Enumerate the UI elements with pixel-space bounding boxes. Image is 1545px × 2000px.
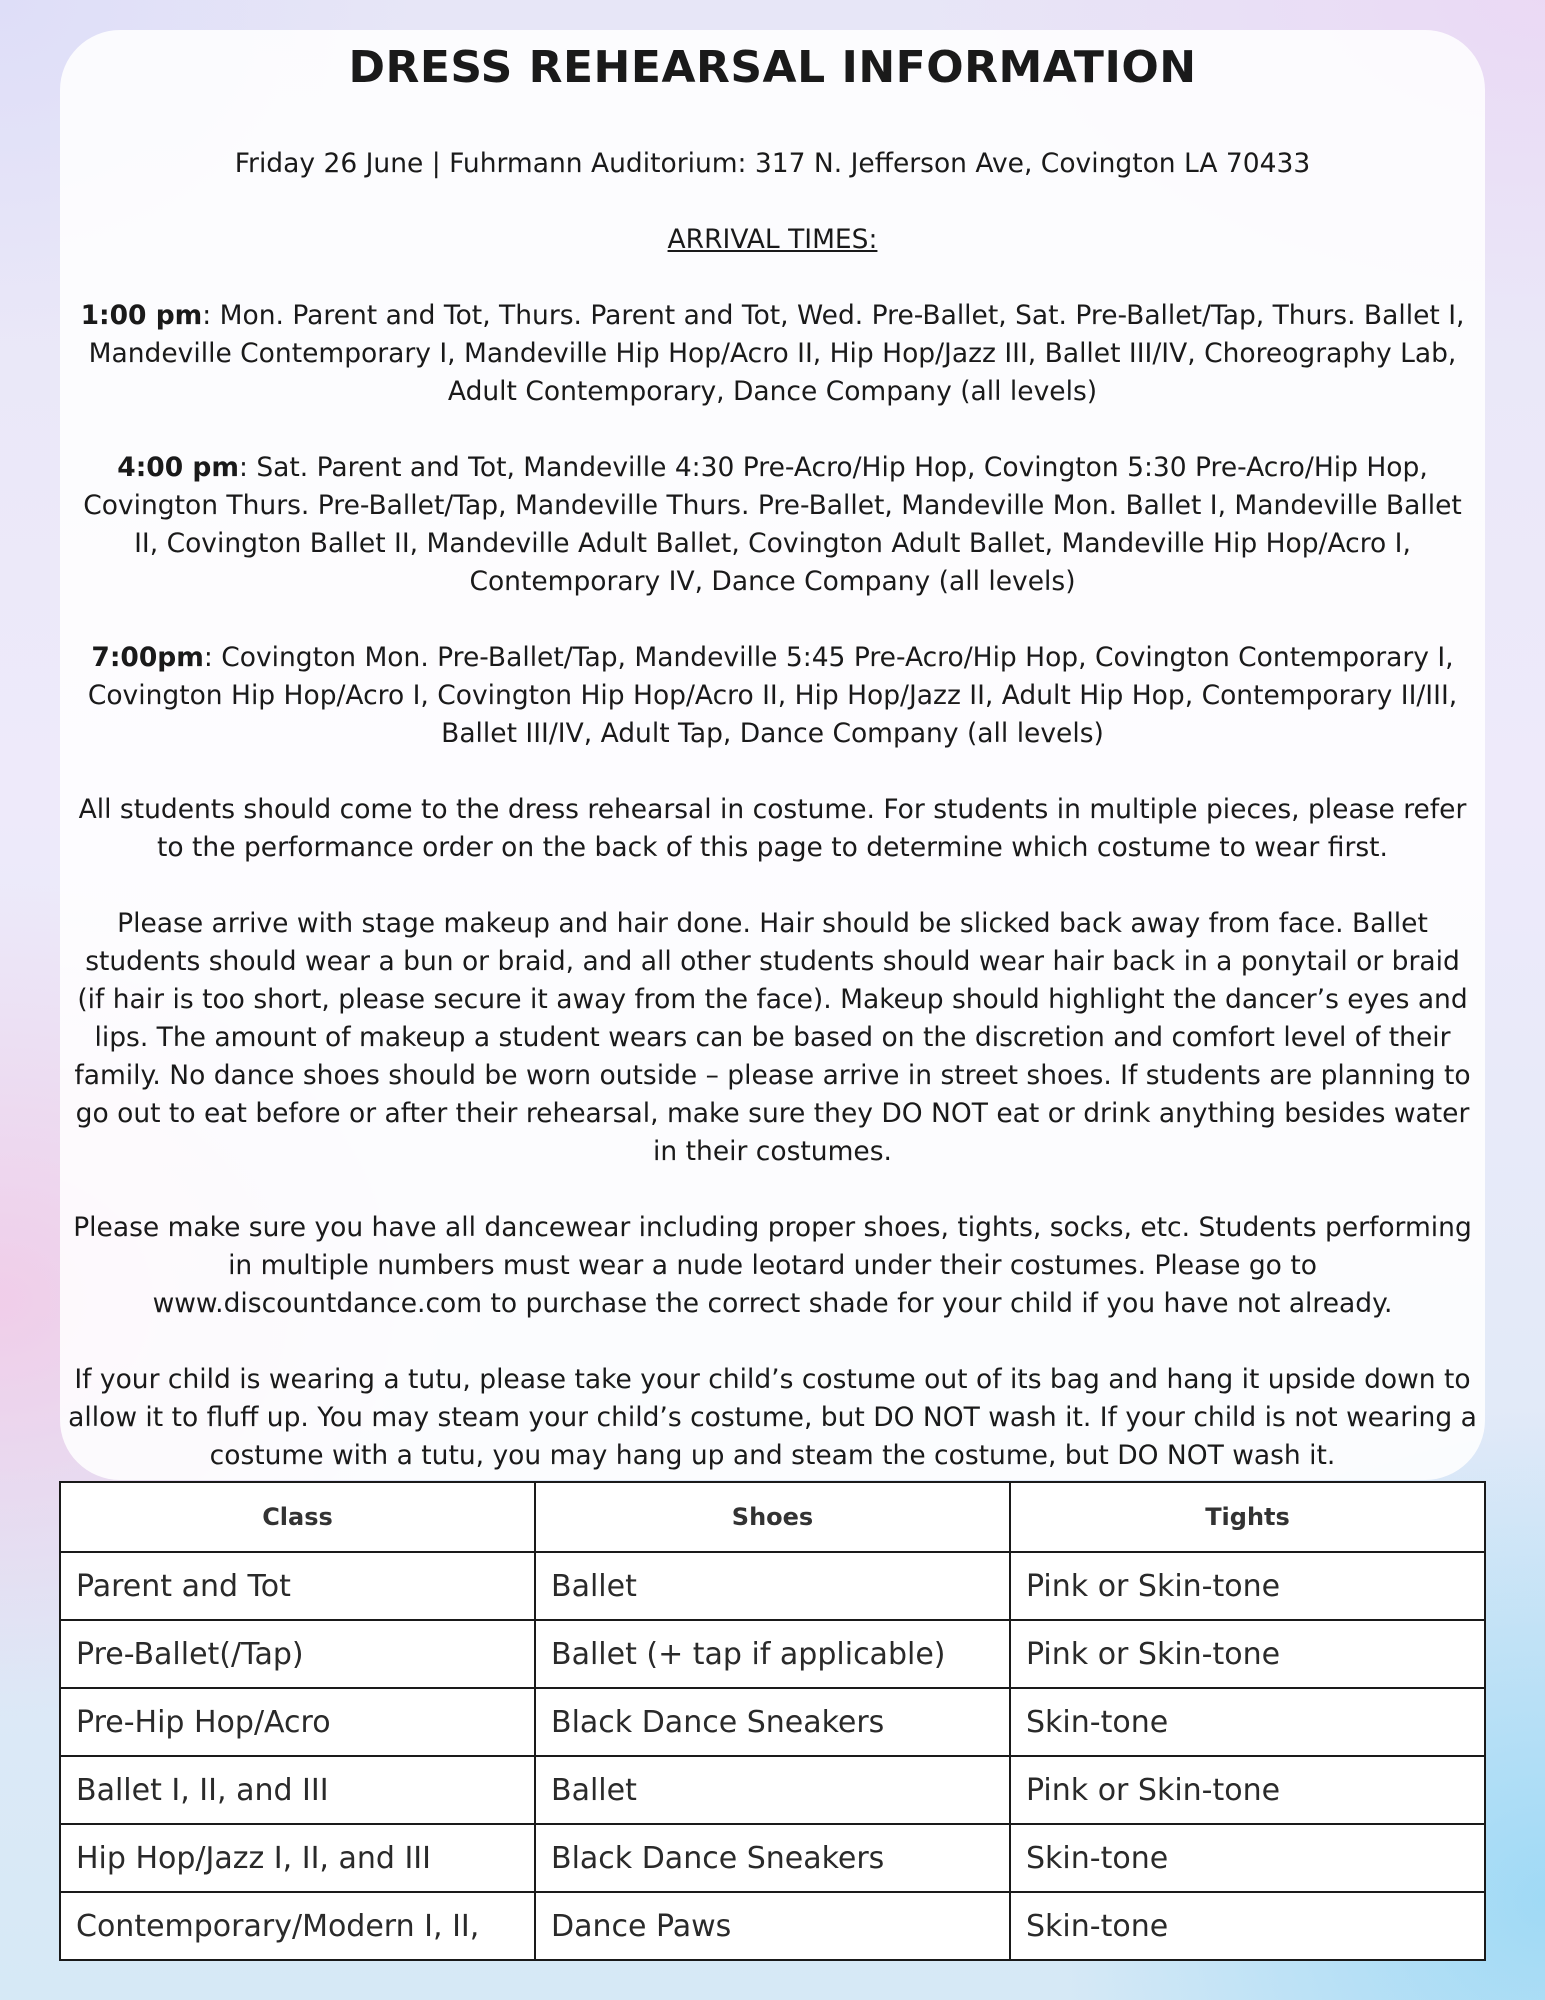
table-row bbox=[60, 1824, 1485, 1892]
makeup-paragraph: Please arrive with stage makeup and hair done. Hair should be slicked back away from face. Ballet students should wear a bun or braid, and all other students should wear hair back in a ponytail or braid (if hair is too short, please secure it away from the face). Makeup should highlight the dancer’s eyes and lips. The amount of makeup a student wears can be based on the discretion and comfort level of their family. No dance shoes should be worn outside – please arrive in street shoes. If students are planning to go out to eat before or after their rehearsal, make sure they DO NOT eat or drink anything besides water in their costumes. bbox=[74, 908, 1471, 1167]
table-row bbox=[60, 1756, 1485, 1824]
arrival-block-7pm bbox=[68, 639, 1477, 753]
shoes-cell: Ballet bbox=[535, 1552, 1010, 1620]
arrival-time: 7:00pm bbox=[91, 642, 204, 673]
info-content bbox=[68, 145, 1477, 1475]
table-header-row bbox=[60, 1482, 1485, 1552]
dancewear-paragraph: Please make sure you have all dancewear including proper shoes, tights, socks, etc. Students performing in multiple numbers must wear a nude leotard under their costumes. Please go to www.discountdance.com to purchase the correct shade for your child if you have not already. bbox=[73, 1212, 1472, 1319]
table-row bbox=[60, 1892, 1485, 1960]
shoes-cell: Ballet (+ tap if applicable) bbox=[535, 1620, 1010, 1688]
tights-cell: Skin-tone bbox=[1010, 1688, 1485, 1756]
tights-cell: Pink or Skin-tone bbox=[1010, 1552, 1485, 1620]
shoes-cell: Ballet bbox=[535, 1756, 1010, 1824]
arrival-classes: : Sat. Parent and Tot, Mandeville 4:30 Pre-Acro/Hip Hop, Covington 5:30 Pre-Acro/Hip Hop, Covington Thurs. Pre-Ballet/Tap, Mandeville Thurs. Pre-Ballet, Mandeville Mon. Ballet I, Mandeville Ballet II, Covington Ballet II, Mandeville Adult Ballet, Covington Adult Ballet, Mandeville Hip Hop/Acro I, Contemporary IV, Dance Company (all levels) bbox=[83, 452, 1462, 597]
arrival-times-heading: ARRIVAL TIMES: bbox=[667, 224, 878, 255]
arrival-classes: : Covington Mon. Pre-Ballet/Tap, Mandeville 5:45 Pre-Acro/Hip Hop, Covington Contemporary I, Covington Hip Hop/Acro I, Covington Hip Hop/Acro II, Hip Hop/Jazz II, Adult Hip Hop, Contemporary II/III, Ballet III/IV, Adult Tap, Dance Company (all levels) bbox=[87, 642, 1458, 749]
tights-cell: Pink or Skin-tone bbox=[1010, 1756, 1485, 1824]
shoes-cell: Black Dance Sneakers bbox=[535, 1824, 1010, 1892]
class-cell: Ballet I, II, and III bbox=[60, 1756, 535, 1824]
shoes-cell: Black Dance Sneakers bbox=[535, 1688, 1010, 1756]
costume-table bbox=[59, 1481, 1486, 1961]
tutu-paragraph: If your child is wearing a tutu, please take your child’s costume out of its bag and hang it upside down to allow it to fluff up. You may steam your child’s costume, but DO NOT wash it. If your child is not wearing a costume with a tutu, you may hang up and steam the costume, but DO NOT wash it. bbox=[68, 1364, 1477, 1471]
page-title: DRESS REHEARSAL INFORMATION bbox=[348, 42, 1197, 93]
table-row bbox=[60, 1688, 1485, 1756]
table-row bbox=[60, 1552, 1485, 1620]
class-cell: Pre-Ballet(/Tap) bbox=[60, 1620, 535, 1688]
arrival-time: 1:00 pm bbox=[80, 300, 203, 331]
costume-paragraph: All students should come to the dress rehearsal in costume. For students in multiple pieces, please refer to the performance order on the back of this page to determine which costume to wear first. bbox=[78, 794, 1467, 863]
table-row bbox=[60, 1620, 1485, 1688]
class-cell: Pre-Hip Hop/Acro bbox=[60, 1688, 535, 1756]
class-cell: Contemporary/Modern I, II, bbox=[60, 1892, 535, 1960]
class-cell: Hip Hop/Jazz I, II, and III bbox=[60, 1824, 535, 1892]
column-header-class: Class bbox=[60, 1482, 535, 1552]
column-header-shoes: Shoes bbox=[535, 1482, 1010, 1552]
column-header-tights: Tights bbox=[1010, 1482, 1485, 1552]
arrival-block-4pm bbox=[68, 449, 1477, 601]
arrival-classes: : Mon. Parent and Tot, Thurs. Parent and Tot, Wed. Pre-Ballet, Sat. Pre-Ballet/Tap, Thurs. Ballet I, Mandeville Contemporary I, Mandeville Hip Hop/Acro II, Hip Hop/Jazz III, Ballet III/IV, Choreography Lab, Adult Contemporary, Dance Company (all levels) bbox=[88, 300, 1465, 407]
tights-cell: Skin-tone bbox=[1010, 1892, 1485, 1960]
shoes-cell: Dance Paws bbox=[535, 1892, 1010, 1960]
tights-cell: Skin-tone bbox=[1010, 1824, 1485, 1892]
arrival-time: 4:00 pm bbox=[117, 452, 239, 483]
class-cell: Parent and Tot bbox=[60, 1552, 535, 1620]
arrival-block-1pm bbox=[68, 297, 1477, 411]
tights-cell: Pink or Skin-tone bbox=[1010, 1620, 1485, 1688]
event-details: Friday 26 June | Fuhrmann Auditorium: 317 N. Jefferson Ave, Covington LA 70433 bbox=[234, 148, 1311, 179]
